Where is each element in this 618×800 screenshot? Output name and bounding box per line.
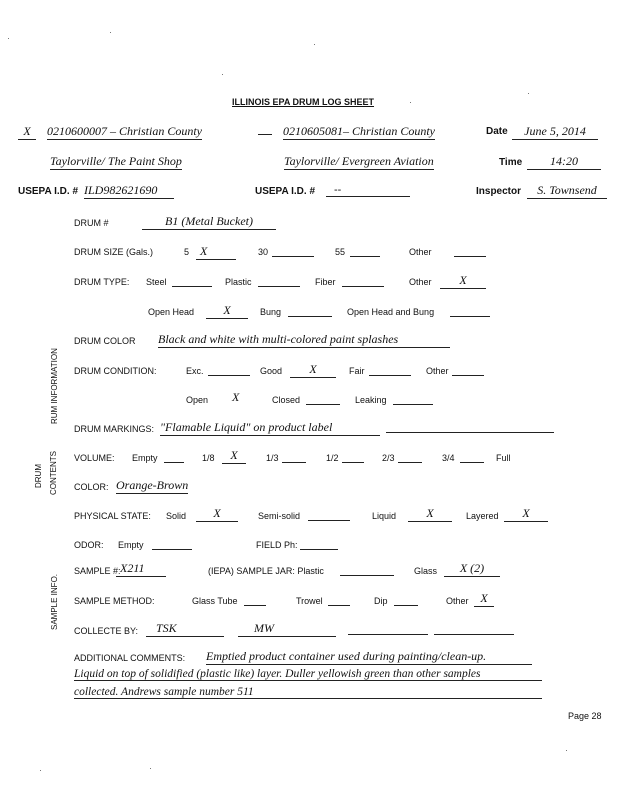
odor-ph-line bbox=[300, 539, 338, 550]
odor-empty: Empty bbox=[118, 540, 144, 550]
volume-18: 1/8 bbox=[202, 453, 215, 463]
volume-34-line bbox=[460, 452, 484, 463]
size-55: 55 bbox=[335, 247, 346, 257]
odor-ph: FIELD Ph: bbox=[256, 540, 298, 550]
scan-speck bbox=[410, 102, 411, 103]
comments-label: ADDITIONAL COMMENTS: bbox=[74, 653, 186, 663]
physical-semi-line bbox=[308, 510, 350, 521]
size-55-line bbox=[350, 246, 380, 257]
usepa1-value: ILD982621690 bbox=[84, 183, 174, 199]
scan-speck bbox=[566, 750, 567, 751]
scan-speck bbox=[150, 768, 151, 769]
collect-by2: MW bbox=[238, 621, 336, 637]
site1-county: Christian County bbox=[119, 124, 203, 138]
scan-speck bbox=[110, 32, 111, 33]
size-5-mark: X bbox=[196, 244, 236, 260]
side-drum-info: RUM INFORMATION bbox=[50, 348, 59, 424]
time-label: Time bbox=[499, 157, 523, 168]
physical-solid: Solid bbox=[166, 511, 187, 521]
condition-good: Good bbox=[260, 366, 283, 376]
condition-fair: Fair bbox=[349, 366, 365, 376]
condition-good-mark: X bbox=[290, 362, 336, 378]
volume-13: 1/3 bbox=[266, 453, 279, 463]
head-open-mark: X bbox=[206, 303, 248, 319]
type-fiber-line bbox=[342, 276, 384, 287]
volume-34: 3/4 bbox=[442, 453, 455, 463]
drum-value: B1 (Metal Bucket) bbox=[142, 214, 276, 230]
volume-12: 1/2 bbox=[326, 453, 339, 463]
volume-12-line bbox=[342, 452, 364, 463]
markings-line bbox=[386, 420, 554, 433]
size-30: 30 bbox=[258, 247, 269, 257]
collect-by1: TSK bbox=[146, 621, 224, 637]
method-other: Other bbox=[446, 596, 469, 606]
site2-name: Taylorville/ Evergreen Aviation bbox=[284, 154, 434, 168]
odor-empty-line bbox=[152, 539, 192, 550]
color-label: DRUM COLOR bbox=[74, 336, 136, 346]
side-sample-info: SAMPLE INFO. bbox=[50, 573, 59, 630]
physical-layered-mark: X bbox=[504, 506, 548, 522]
sample-glass-value: X (2) bbox=[444, 561, 500, 577]
type-other: Other bbox=[409, 277, 432, 287]
scan-speck bbox=[8, 38, 9, 39]
size-5: 5 bbox=[184, 247, 190, 257]
condition-label: DRUM CONDITION: bbox=[74, 366, 157, 376]
volume-23-line bbox=[398, 452, 422, 463]
usepa2-value: -- bbox=[326, 184, 410, 197]
volume-label: VOLUME: bbox=[74, 453, 115, 463]
time-value: 14:20 bbox=[527, 154, 601, 170]
method-trowel-line bbox=[328, 595, 350, 606]
odor-label: ODOR: bbox=[74, 540, 104, 550]
site1-name: Taylorville/ The Paint Shop bbox=[50, 154, 182, 168]
site2-id-text: 0210605081 bbox=[283, 124, 343, 138]
markings-label: DRUM MARKINGS: bbox=[74, 424, 155, 434]
volume-18-mark: X bbox=[222, 448, 246, 464]
sample-label: SAMPLE #: bbox=[74, 566, 121, 576]
contents-color-label: COLOR: bbox=[74, 482, 109, 492]
volume-full: Full bbox=[496, 453, 511, 463]
scan-speck bbox=[222, 74, 223, 75]
type-plastic: Plastic bbox=[225, 277, 252, 287]
physical-semi: Semi-solid bbox=[258, 511, 301, 521]
type-steel: Steel bbox=[146, 277, 167, 287]
method-tube-line bbox=[244, 595, 266, 606]
comments-line1: Emptied product container used during painting/clean-up. bbox=[206, 649, 532, 665]
size-label: DRUM SIZE (Gals.) bbox=[74, 247, 154, 257]
type-label: DRUM TYPE: bbox=[74, 277, 130, 287]
volume-23: 2/3 bbox=[382, 453, 395, 463]
page-title: ILLINOIS EPA DRUM LOG SHEET bbox=[232, 97, 375, 107]
scan-speck bbox=[40, 770, 41, 771]
site2-mark bbox=[258, 134, 272, 135]
size-other-line bbox=[454, 246, 486, 257]
physical-solid-mark: X bbox=[196, 506, 238, 522]
inspector-value: S. Townsend bbox=[527, 183, 607, 199]
condition-exc: Exc. bbox=[186, 366, 204, 376]
condition-open-mark: X bbox=[232, 390, 240, 404]
method-dip: Dip bbox=[374, 596, 388, 606]
drum-label: DRUM # bbox=[74, 218, 109, 228]
condition-fair-line bbox=[369, 365, 411, 376]
volume-13-line bbox=[282, 452, 306, 463]
method-dip-line bbox=[394, 595, 418, 606]
side-contents-1: DRUM bbox=[34, 464, 43, 488]
collect-label: COLLECTE BY: bbox=[74, 626, 139, 636]
usepa2-label: USEPA I.D. # bbox=[255, 186, 316, 197]
condition-other: Other bbox=[426, 366, 449, 376]
sample-jar: (IEPA) SAMPLE JAR: Plastic bbox=[208, 566, 324, 576]
condition-other-line bbox=[452, 365, 484, 376]
collect-line3 bbox=[348, 622, 428, 635]
physical-label: PHYSICAL STATE: bbox=[74, 511, 151, 521]
head-open: Open Head bbox=[148, 307, 195, 317]
site1-id: 0210600007 – Christian County bbox=[47, 124, 203, 138]
physical-liquid-mark: X bbox=[408, 506, 452, 522]
type-steel-line bbox=[172, 276, 212, 287]
volume-empty: Empty bbox=[132, 453, 158, 463]
method-label: SAMPLE METHOD: bbox=[74, 596, 155, 606]
comments-line3: collected. Andrews sample number 511 bbox=[74, 686, 542, 699]
method-tube: Glass Tube bbox=[192, 596, 238, 606]
scan-speck bbox=[314, 44, 315, 45]
type-plastic-line bbox=[258, 276, 300, 287]
head-bung: Bung bbox=[260, 307, 282, 317]
site2-id: 0210605081– Christian County bbox=[283, 124, 436, 138]
contents-color-value: Orange-Brown bbox=[116, 478, 189, 492]
scan-speck bbox=[528, 93, 529, 94]
method-trowel: Trowel bbox=[296, 596, 323, 606]
size-30-line bbox=[272, 246, 314, 257]
side-contents-2: CONTENTS bbox=[49, 451, 58, 495]
head-bung-line bbox=[288, 306, 332, 317]
sample-jar-line bbox=[340, 565, 394, 576]
condition-leaking: Leaking bbox=[355, 395, 387, 405]
volume-empty-line bbox=[164, 452, 184, 463]
site1-mark: X bbox=[18, 124, 36, 140]
type-other-mark: X bbox=[440, 273, 486, 289]
usepa1-label: USEPA I.D. # bbox=[18, 186, 79, 197]
inspector-label: Inspector bbox=[476, 186, 522, 197]
condition-leaking-line bbox=[393, 394, 433, 405]
site2-county: Christian County bbox=[352, 124, 436, 138]
condition-closed-line bbox=[306, 394, 340, 405]
condition-exc-line bbox=[208, 365, 250, 376]
sample-value: X211 bbox=[116, 561, 166, 577]
head-both-line bbox=[450, 306, 490, 317]
collect-line4 bbox=[434, 622, 514, 635]
method-other-mark: X bbox=[474, 591, 494, 607]
site1-id-text: 0210600007 bbox=[47, 124, 107, 138]
date-value: June 5, 2014 bbox=[512, 124, 598, 140]
page-number: Page 28 bbox=[568, 711, 602, 721]
head-both: Open Head and Bung bbox=[347, 307, 435, 317]
physical-liquid: Liquid bbox=[372, 511, 397, 521]
type-fiber: Fiber bbox=[315, 277, 336, 287]
date-label: Date bbox=[486, 126, 508, 137]
markings-value: "Flamable Liquid" on product label bbox=[160, 420, 380, 436]
condition-closed: Closed bbox=[272, 395, 301, 405]
color-value: Black and white with multi-colored paint splashes bbox=[158, 332, 450, 348]
comments-line2: Liquid on top of solidified (plastic like) layer. Duller yellowish green than other samples bbox=[74, 668, 542, 681]
condition-open: Open bbox=[186, 395, 209, 405]
sample-glass: Glass bbox=[414, 566, 438, 576]
size-other: Other bbox=[409, 247, 432, 257]
physical-layered: Layered bbox=[466, 511, 499, 521]
